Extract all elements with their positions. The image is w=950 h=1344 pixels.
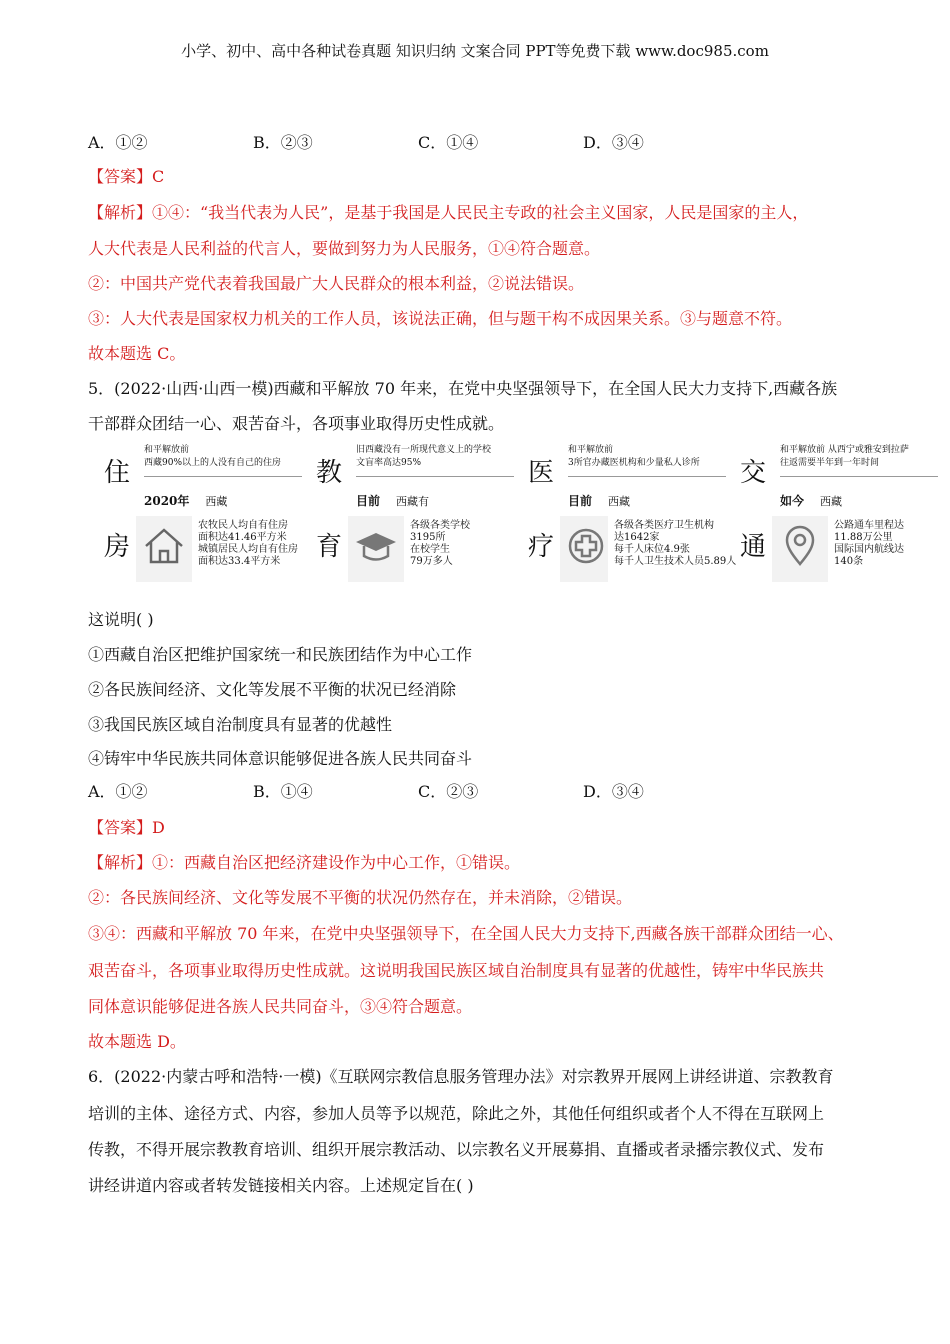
panel-after-text: 各级各类医疗卫生机构 达1642家 每千人床位4.9张 每千人卫生技术人员5.89人 [614,520,737,567]
q5-prompt: 这说明( ) [88,610,154,629]
tibet-achievements-figure [100,440,940,590]
q4-option-b: B．②③ [253,133,313,152]
graduation-cap-icon [348,516,404,582]
q5-statement: ③我国民族区域自治制度具有显著的优越性 [88,715,393,734]
q5-conclusion: 故本题选 D。 [88,1032,186,1051]
panel-now-label [780,492,842,509]
panel-char-bottom: 房 [104,532,131,562]
q5-option-c: C．②③ [418,782,479,801]
q4-option-c: C．①④ [418,133,479,152]
panel-before-text: 和平解放前 3所官办藏医机构和少量私人诊所 [568,444,726,477]
q5-analysis-line: 【解析】①：西藏自治区把经济建设作为中心工作，①错误。 [88,853,521,872]
panel-now-label [144,492,227,509]
q5-analysis-line: 艰苦奋斗，各项事业取得历史性成就。这说明我国民族区域自治制度具有显著的优越性，铸牢中华民族共 [88,961,825,980]
panel-after-text: 农牧民人均自有住房 面积达41.46平方米 城镇居民人均自有住房 面积达33.4平方米 [198,520,298,567]
q5-statement: ①西藏自治区把维护国家统一和民族团结作为中心工作 [88,645,473,664]
q4-analysis-line: ②：中国共产党代表着我国最广大人民群众的根本利益，②说法错误。 [88,274,585,293]
panel-after-text: 公路通车里程达 11.88万公里 国际国内航线达 140条 [834,520,904,567]
page-header: 小学、初中、高中各种试卷真题 知识归纳 文案合同 PPT等免费下载 www.doc985.com [181,42,769,60]
medical-cross-icon [560,516,608,582]
panel-char-top: 交 [740,458,767,488]
figure-panel-transport [736,440,941,590]
panel-time: 目前 [568,494,593,508]
q5-stem-line: 干部群众团结一心、艰苦奋斗，各项事业取得历史性成就。 [88,414,505,433]
panel-time: 2020年 [144,494,190,508]
q4-option-a: A．①② [88,133,148,152]
q6-stem-line: 传教，不得开展宗教教育培训、组织开展宗教活动、以宗教名义开展募捐、直播或者录播宗教仪式、发布 [88,1140,825,1159]
panel-place: 西藏 [205,495,228,508]
house-icon [136,516,192,582]
panel-time: 目前 [356,494,381,508]
panel-char-top: 教 [316,458,343,488]
panel-char-bottom: 疗 [528,532,555,562]
panel-char-bottom: 通 [740,532,767,562]
panel-before-text: 旧西藏没有一所现代意义上的学校 文盲率高达95% [356,444,514,477]
panel-now-label [356,492,429,509]
panel-place: 西藏 [608,495,631,508]
q5-option-d: D．③④ [583,782,644,801]
panel-char-top: 医 [528,458,555,488]
figure-panel-housing [100,440,305,590]
q5-stem-line: 5．(2022·山西·山西一模)西藏和平解放 70 年来，在党中央坚强领导下，在全国人民大力支持下,西藏各族 [88,379,838,398]
panel-place: 西藏有 [396,495,430,508]
panel-time: 如今 [780,494,805,508]
q4-analysis-line: 人大代表是人民利益的代言人，要做到努力为人民服务，①④符合题意。 [88,239,601,258]
q5-analysis-line: ③④：西藏和平解放 70 年来，在党中央坚强领导下，在全国人民大力支持下,西藏各族干部群众团结一心、 [88,924,844,943]
figure-panel-healthcare [524,440,737,590]
panel-before-text: 和平解放前 从西宁或雅安到拉萨 往返需要半年到一年时间 [780,444,938,477]
q5-statement: ④铸牢中华民族共同体意识能够促进各族人民共同奋斗 [88,749,473,768]
q4-answer: 【答案】C [88,167,165,186]
panel-place: 西藏 [820,495,843,508]
q4-analysis-line: 【解析】①④：“我当代表为人民”，是基于我国是人民民主专政的社会主义国家，人民是国家的主人， [88,203,809,222]
q4-conclusion: 故本题选 C。 [88,344,186,363]
q6-stem-line: 培训的主体、途径方式、内容，参加人员等予以规范，除此之外，其他任何组织或者个人不得在互联网上 [88,1104,825,1123]
q6-stem-line: 讲经讲道内容或者转发链接相关内容。上述规定旨在( ) [88,1176,474,1195]
panel-char-bottom: 育 [316,532,343,562]
panel-after-text: 各级各类学校 3195所 在校学生 79万多人 [410,520,470,567]
q5-option-b: B．①④ [253,782,313,801]
q4-option-d: D．③④ [583,133,644,152]
q5-analysis-line: 同体意识能够促进各族人民共同奋斗，③④符合题意。 [88,997,473,1016]
panel-before-text: 和平解放前 西藏90%以上的人没有自己的住房 [144,444,302,477]
q5-option-a: A．①② [88,782,148,801]
figure-panel-education [312,440,517,590]
panel-char-top: 住 [104,458,131,488]
q5-analysis-line: ②：各民族间经济、文化等发展不平衡的状况仍然存在，并未消除，②错误。 [88,888,633,907]
q5-answer: 【答案】D [88,818,165,837]
q5-statement: ②各民族间经济、文化等发展不平衡的状况已经消除 [88,680,457,699]
location-pin-icon [772,516,828,582]
q6-stem-line: 6．(2022·内蒙古呼和浩特·一模)《互联网宗教信息服务管理办法》对宗教界开展网上讲经讲道、宗教教育 [88,1067,834,1086]
q4-analysis-line: ③：人大代表是国家权力机关的工作人员，该说法正确，但与题干构不成因果关系。③与题意不符。 [88,309,793,328]
panel-now-label [568,492,630,509]
